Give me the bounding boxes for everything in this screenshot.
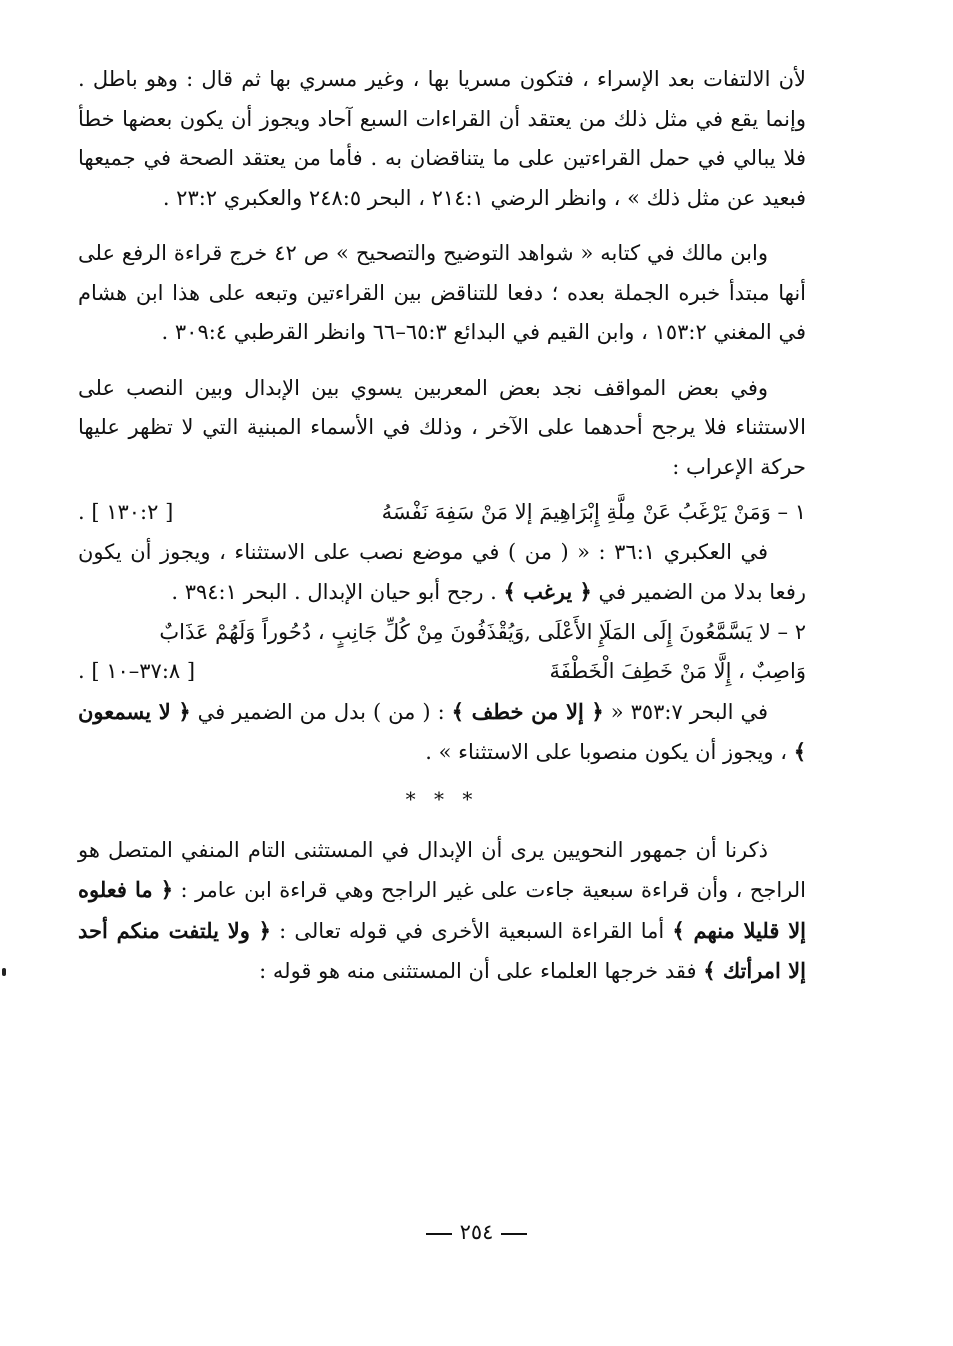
paragraph-3-line-3: حركة الإعراب : [672,454,806,479]
paragraph-4-middle: أما القراءة السبعية الأخرى في قوله تعالى : [271,918,673,943]
example-2-comment [78,692,806,773]
paragraph-4 [78,831,806,992]
page-number-text: ٢٥٤ [459,1220,494,1244]
paragraph-2-line-4: ٣٠٩:٤ . [161,320,228,344]
paragraph-1-line-4: جميعها فبعيد عن مثل ذلك » ، وانظر الرضي ٢١٤:١ ، البحر ٢٤٨:٥ والعكبري [78,146,806,210]
quoted-phrase: ﴿ إلا من خطف ﴾ [451,698,604,724]
paragraph-2-line-3: هشام في المغني ١٥٣:٢ ، وابن القيم في البدائع ٦٥:٣–٦٦ وانظر القرطبي [78,280,806,344]
folio-dash [426,1233,452,1235]
paragraph-1-line-1: لأن الالتفات بعد الإسراء ، فتكون مسريا بها ، وغير مسري بها ثم قال : وهو باطل . [78,67,806,91]
example-2-verse-text-1: ٢ – لا يَسَّمَّعُونَ إِلَى المَلَإِ الأَعْلَى ,وَيُقْذَفُونَ مِنْ كُلِّ جَانِبٍ ، دُحُوراً وَلَهُمْ عَذَابٌ [159,619,806,644]
example-1-verse-text: ١ – وَمَنْ يَرْغَبُ عَنْ مِلَّةِ إِبْرَاهِيمَ إلا مَنْ سَفِهَ نَفْسَهُ [381,500,806,524]
example-1-reference: [ ١٣٠:٢ ] . [78,500,174,524]
example-2-verse-line-1 [78,613,806,653]
example-1-comment [78,533,806,613]
paragraph-1 [78,60,806,218]
paragraph-3-line-2: الاستثناء فلا يرجح أحدهما على الآخر ، وذلك في الأسماء المبنية التي لا تظهر عليها [78,415,806,439]
example-2-reference: [ ٣٧:٨–١٠ ] . [78,659,196,683]
page-number [0,1220,953,1244]
paragraph-2-line-1: وابن مالك في كتابه « شواهد التوضيح والتصحيح » ص ٤٢ خرج قراءة الرفع [115,241,769,265]
paragraph-4-text: ذكرنا أن جمهور النحويين يرى أن الإبدال في المستثنى التام المنفي المتصل هو الراجح ، وأن قراءة سبعية جاءت على غير الراجح وهي قراءة ابن عامر : [78,837,807,902]
quoted-phrase: ﴿ لا يسمعون ﴾ [78,698,806,764]
example-2-verse-line-2 [78,652,806,692]
example-2-comment-middle: : ( من ) بدل من الضمير في [190,699,452,724]
paragraph-2-line-2: على أنها مبتدأ خبره الجملة بعده ؛ دفعا للتناقض بين القراءتين وتبعه على هذا ابن [78,241,806,305]
paragraph-1-line-2: وإنما يقع في مثل ذلك من يعتقد أن القراءات السبع آحاد ويجوز أن يكون بعضها [114,106,806,131]
example-2-verse-text-2: وَاصِبٌ ، إِلَّا مَنْ خَطِفَ الْخَطْفَةَ [549,659,806,683]
paragraph-3-line-1: وفي بعض المواقف نجد بعض المعربين يسوي بين الإبدال وبين النصب على [78,375,768,400]
example-2-comment-tail: ، ويجوز أن يكون منصوبا على الاستثناء » . [425,740,794,764]
paragraph-3 [78,369,806,488]
section-separator: * * * [405,786,479,811]
quoted-word: ﴿ يرغب ﴾ [503,579,592,604]
example-1-verse [78,493,806,533]
quoted-verse: ﴿ ما فعلوه إلا قليلا منهم ﴾ [78,877,807,943]
folio-dash [501,1233,527,1235]
paragraph-4-tail: فقد خرجها العلماء على أن المستثنى منه هو قوله : [259,959,704,983]
example-2-comment-text: في البحر ٣٥٣:٧ « [603,699,768,724]
example-1-comment-text: في العكبري ٣٦:١ : « ( من ) في موضع نصب على الاستثناء ، ويجوز أن يكون رفعا بدلا من الضمير في [78,539,806,604]
paragraph-1-line-5: ٢٣:٢ . [162,185,218,210]
paragraph-1-line-3: خطأ فلا يبالي في حمل القراءتين على ما يتناقضان به . فأما من يعتقد الصحة في [78,106,806,170]
paragraph-2 [78,234,806,353]
page-body [78,60,806,992]
scan-mark [2,968,6,976]
example-1-comment-tail: . رجح أبو حيان الإبدال . البحر ٣٩٤:١ . [171,580,504,604]
quoted-verse: ﴿ ولا يلتفت منكم أحد إلا امرأتك ﴾ [78,917,806,983]
